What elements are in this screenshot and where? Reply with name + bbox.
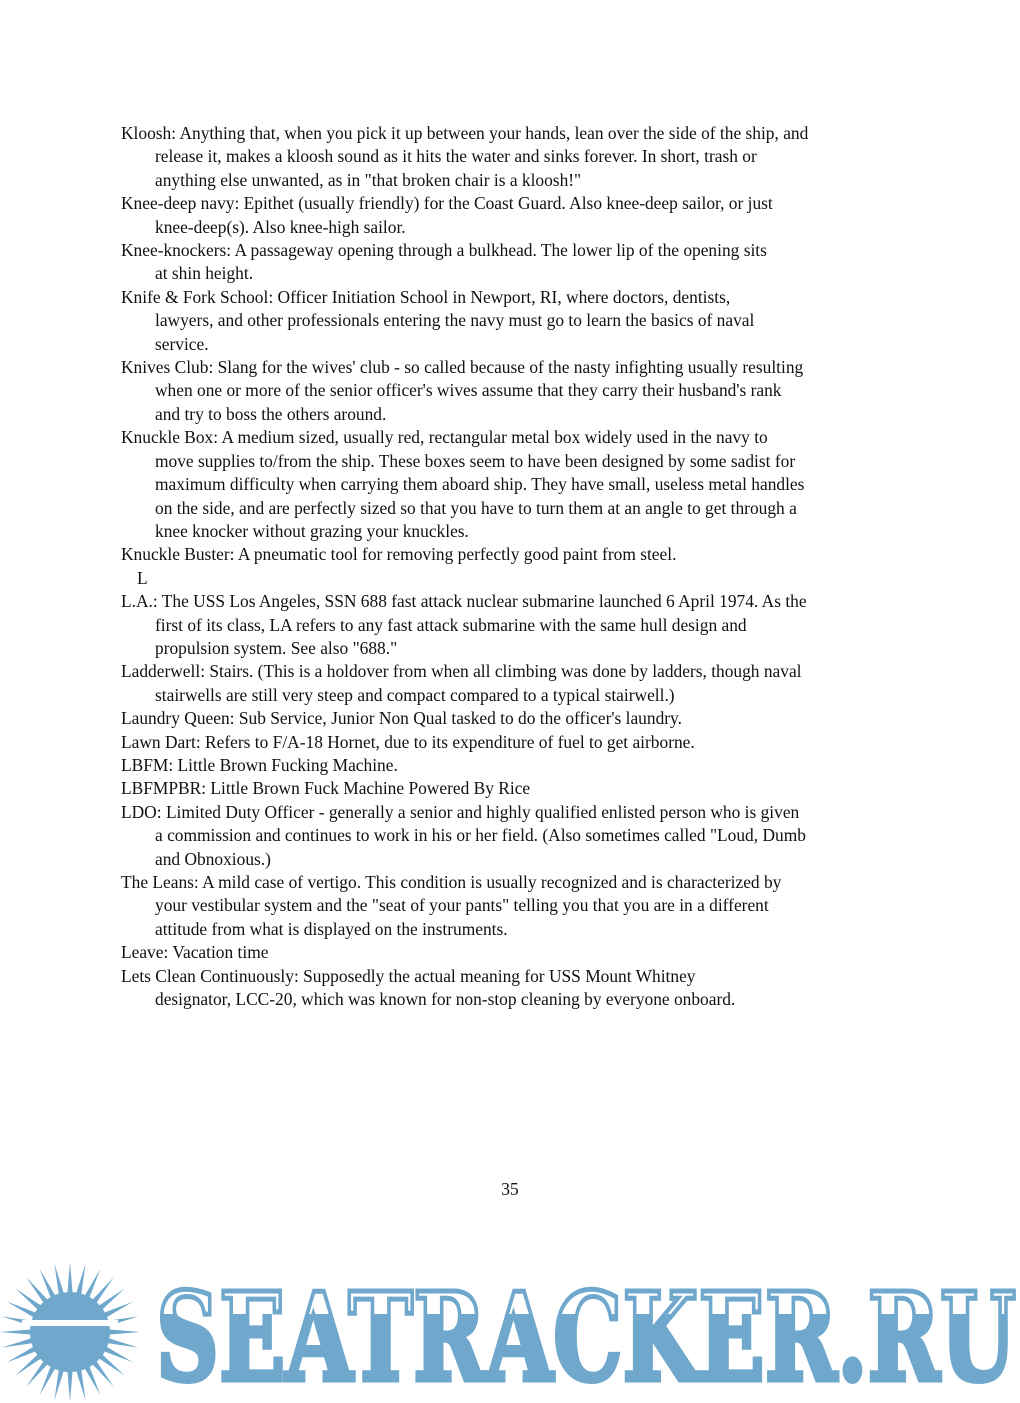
- entry-term: LBFMPBR: [121, 778, 202, 799]
- glossary-entries: [121, 122, 821, 1011]
- page-number: 35: [501, 1179, 519, 1199]
- glossary-entry-lbfmpbr: LBFMPBR: Little Brown Fuck Machine Powered By Rice: [121, 778, 531, 799]
- entry-term: Knee-deep navy: [121, 193, 235, 214]
- entry-definition: Anything that, when you pick it up between your hands, lean over the side of the ship, and release it, makes a kloosh sound as it hits the water and sinks forever. In short, trash or anything else unwanted, as in "that broken chair is a kloosh!": [155, 123, 809, 190]
- entry-definition: Limited Duty Officer - generally a senior and highly qualified enlisted person who is given a commission and continues to work in his or her field. (Also sometimes called "Loud, Dumb and Obnoxious.): [155, 801, 806, 869]
- glossary-entry-knuckle-box: Knuckle Box: A medium sized, usually red, rectangular metal box widely used in the navy to move supplies to/from the ship. These boxes seem to have been designed by some sadist for maximum difficulty when carrying them aboard ship. They have small, useless metal handles on the side, and are perfectly sized so that you have to turn them at an angle to get through a knee knocker without grazing your knuckles.: [121, 427, 805, 541]
- glossary-entry-knives-club: Knives Club: Slang for the wives' club - so called because of the nasty infighting usually resulting when one or more of the senior officer's wives assume that they carry their husband's rank and try to boss the others around.: [121, 357, 804, 424]
- entry-definition: The USS Los Angeles, SSN 688 fast attack nuclear submarine launched 6 April 1974. As the first of its class, LA refers to any fast attack submarine with the same hull design and propulsion system. See also "688.": [155, 591, 807, 658]
- entry-definition: A passageway opening through a bulkhead. The lower lip of the opening sits at shin height.: [155, 240, 767, 284]
- glossary-entry-leave: Leave: Vacation time: [121, 942, 269, 963]
- svg-text:SEATRACKER.RU: SEATRACKER.RU: [156, 1265, 1016, 1403]
- sun-ray: [108, 1329, 140, 1334]
- entry-definition: Officer Initiation School in Newport, RI, where doctors, dentists, lawyers, and other professionals entering the navy must go to learn the basics of naval service.: [155, 286, 755, 354]
- entry-definition: A pneumatic tool for removing perfectly good paint from steel.: [237, 544, 677, 565]
- glossary-entry-lets-clean-continuously: Lets Clean Continuously: Supposedly the actual meaning for USS Mount Whitney designator, LCC-20, which was known for non-stop cleaning by everyone onboard.: [121, 965, 736, 1010]
- entry-definition: Sub Service, Junior Non Qual tasked to do the officer's laundry.: [238, 708, 682, 729]
- entry-definition: Little Brown Fucking Machine.: [177, 754, 398, 775]
- entry-term: Leave: [121, 942, 164, 963]
- watermark-logo-text: [152, 1262, 1020, 1403]
- glossary-entry-ldo: LDO: Limited Duty Officer - generally a senior and highly qualified enlisted person who is given a commission and continues to work in his or her field. (Also sometimes called "Loud, Dumb and Obnoxious.): [121, 801, 806, 869]
- entry-definition: Slang for the wives' club - so called because of the nasty infighting usually resulting when one or more of the senior officer's wives assume that they carry their husband's rank and try to boss the others around.: [155, 357, 804, 424]
- glossary-entry-lawn-dart: Lawn Dart: Refers to F/A-18 Hornet, due to its expenditure of fuel to get airborne.: [121, 731, 695, 752]
- glossary-entry-ladderwell: Ladderwell: Stairs. (This is a holdover from when all climbing was done by ladders, though naval stairwells are still very steep and compact compared to a typical stairwell.): [121, 661, 802, 705]
- glossary-entry-kloosh: Kloosh: Anything that, when you pick it up between your hands, lean over the side of the ship, and release it, makes a kloosh sound as it hits the water and sinks forever. In short, trash or anything else unwanted, as in "that broken chair is a kloosh!": [121, 123, 809, 190]
- sun-ray: [54, 1368, 64, 1400]
- watermark-banner: [0, 1262, 1020, 1403]
- entry-definition: Stairs. (This is a holdover from when all climbing was done by ladders, though naval stairwells are still very steep and compact compared to a typical stairwell.): [155, 661, 802, 705]
- sun-ray: [0, 1329, 32, 1334]
- sun-ray: [54, 1264, 64, 1296]
- glossary-entry-knee-knockers: Knee-knockers: A passageway opening through a bulkhead. The lower lip of the opening sits at shin height.: [121, 240, 767, 284]
- entry-term: Knee-knockers: [121, 240, 227, 261]
- entry-term: Kloosh: [121, 123, 172, 143]
- entry-term: L.A.: [121, 591, 153, 612]
- sun-ray: [67, 1370, 72, 1402]
- entry-term: Knives Club: [121, 357, 209, 378]
- sun-ray: [67, 1262, 72, 1294]
- section-letter: L: [137, 567, 148, 588]
- glossary-entry-knife-fork-school: Knife & Fork School: Officer Initiation School in Newport, RI, where doctors, dentists, lawyers, and other professionals entering the navy must go to learn the basics of naval service.: [121, 286, 755, 354]
- entry-definition: Epithet (usually friendly) for the Coast Guard. Also knee-deep sailor, or just knee-deep(s). Also knee-high sailor.: [155, 193, 773, 237]
- glossary-entry-la: L.A.: The USS Los Angeles, SSN 688 fast attack nuclear submarine launched 6 April 1974. As the first of its class, LA refers to any fast attack submarine with the same hull design and propulsion system. See also "688.": [121, 591, 807, 658]
- entry-definition: A mild case of vertigo. This condition is usually recognized and is characterized by your vestibular system and the "seat of your pants" telling you that you are in a different attitude from what is displayed on the instruments.: [155, 872, 782, 939]
- entry-term: Laundry Queen: [121, 708, 230, 729]
- entry-definition: Little Brown Fuck Machine Powered By Rice: [210, 778, 531, 799]
- glossary-entry-knee-deep-navy: Knee-deep navy: Epithet (usually friendly) for the Coast Guard. Also knee-deep sailor, or just knee-deep(s). Also knee-high sailor.: [121, 193, 773, 237]
- glossary-entry-lbfm: LBFM: Little Brown Fucking Machine.: [121, 754, 398, 775]
- sun-ray: [2, 1338, 34, 1348]
- entry-definition: A medium sized, usually red, rectangular metal box widely used in the navy to move supplies to/from the ship. These boxes seem to have been designed by some sadist for maximum difficulty when carrying them aboard ship. They have small, useless metal handles on the side, and are perfectly sized so that you have to turn them at an angle to get through a knee knocker without grazing your knuckles.: [155, 427, 805, 541]
- glossary-entry-knuckle-buster: Knuckle Buster: A pneumatic tool for removing perfectly good paint from steel.: [121, 544, 677, 565]
- entry-term: Knuckle Buster: [121, 544, 230, 565]
- entry-term: Lets Clean Continuously: [121, 965, 294, 986]
- entry-term: Knife & Fork School: [121, 286, 269, 307]
- entry-term: LDO: [121, 801, 157, 822]
- sun-icon: [0, 1262, 152, 1403]
- entry-definition: Refers to F/A-18 Hornet, due to its expenditure of fuel to get airborne.: [205, 731, 695, 752]
- entry-term: Ladderwell: [121, 661, 201, 682]
- glossary-entry-the-leans: The Leans: A mild case of vertigo. This condition is usually recognized and is characterized by your vestibular system and the "seat of your pants" telling you that you are in a different attitude from what is displayed on the instruments.: [121, 872, 782, 939]
- entry-term: The Leans: [121, 872, 194, 892]
- entry-definition: Vacation time: [172, 942, 269, 963]
- sun-ray: [106, 1338, 138, 1348]
- sun-ray: [76, 1264, 86, 1296]
- entry-term: Knuckle Box: [121, 427, 214, 448]
- entry-term: Lawn Dart: [121, 731, 196, 752]
- glossary-entry-laundry-queen: Laundry Queen: Sub Service, Junior Non Qual tasked to do the officer's laundry.: [121, 708, 682, 729]
- entry-term: LBFM: [121, 754, 169, 775]
- sun-ray: [76, 1368, 86, 1400]
- entry-definition: Supposedly the actual meaning for USS Mount Whitney designator, LCC-20, which was known for non-stop cleaning by everyone onboard.: [155, 965, 736, 1010]
